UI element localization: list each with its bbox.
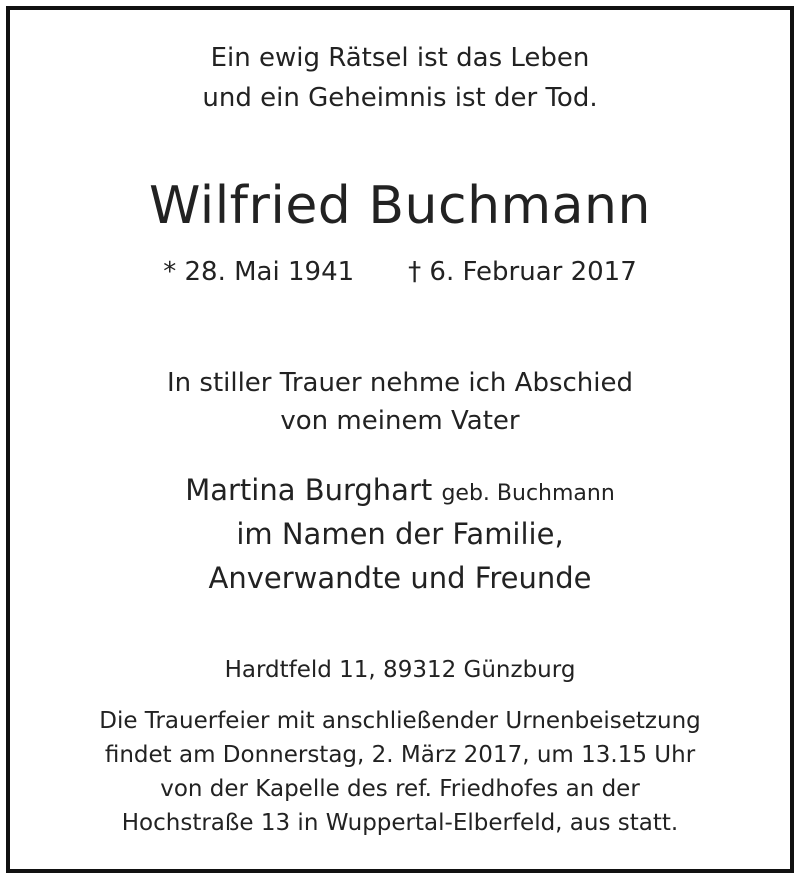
address: Hardtfeld 11, 89312 Günzburg xyxy=(224,657,576,683)
ceremony-line-1: Die Trauerfeier mit anschließender Urnenbeisetzung xyxy=(99,708,701,734)
signer-name: Martina Burghart xyxy=(185,473,433,507)
death-date: † 6. Februar 2017 xyxy=(408,257,637,287)
ceremony-line-2: findet am Donnerstag, 2. März 2017, um 13.15 Uhr xyxy=(104,742,696,768)
mourning-line-2: von meinem Vater xyxy=(280,406,520,436)
obituary-notice xyxy=(10,10,790,869)
mourning-line-1: In stiller Trauer nehme ich Abschied xyxy=(166,368,634,398)
life-dates xyxy=(10,254,790,290)
ceremony-line-4: Hochstraße 13 in Wuppertal-Elberfeld, aus statt. xyxy=(121,810,679,836)
motto-line-2: und ein Geheimnis ist der Tod. xyxy=(202,83,598,113)
signer-line-2: im Namen der Familie, xyxy=(236,517,564,551)
ceremony-line-3: von der Kapelle des ref. Friedhofes an der xyxy=(160,776,640,802)
birth-date: * 28. Mai 1941 xyxy=(163,257,355,287)
motto-line-1: Ein ewig Rätsel ist das Leben xyxy=(210,43,590,73)
signer-line-3: Anverwandte und Freunde xyxy=(208,561,592,595)
signer-name-line xyxy=(10,470,790,514)
deceased-name: Wilfried Buchmann xyxy=(149,176,651,236)
signer-maiden-name: geb. Buchmann xyxy=(441,481,615,506)
